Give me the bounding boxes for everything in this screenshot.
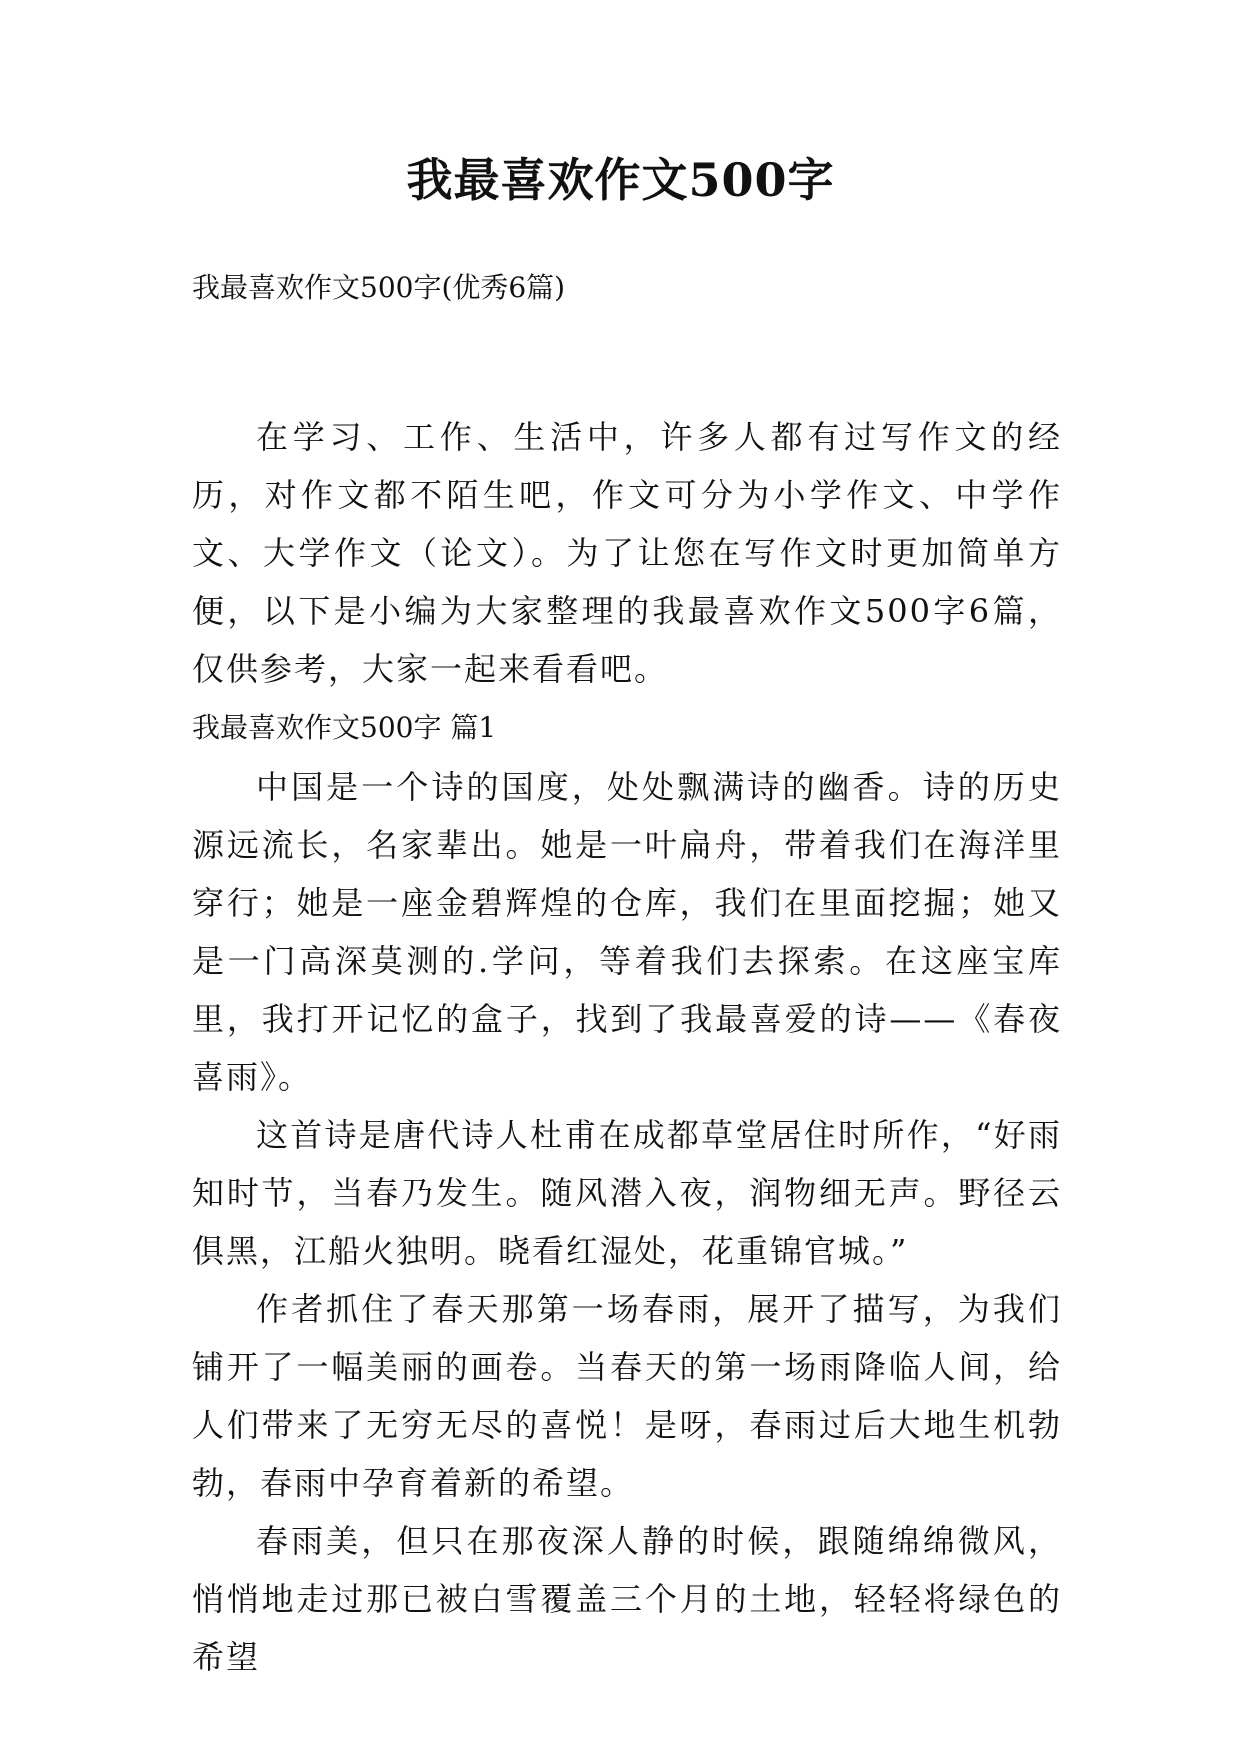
document-title: 我最喜欢作文500字 xyxy=(406,153,835,207)
document-body xyxy=(192,408,1062,1686)
body-paragraph: 中国是一个诗的国度，处处飘满诗的幽香。诗的历史源远流长，名家辈出。她是一叶扁舟，带着我们在海洋里穿行；她是一座金碧辉煌的仓库，我们在里面挖掘；她又是一门高深莫测的.学问，等着我们去探索。在这座宝库里，我打开记忆的盒子，找到了我最喜爱的诗——《春夜喜雨》。 xyxy=(192,768,1062,1096)
document-subtitle: 我最喜欢作文500字(优秀6篇) xyxy=(192,271,566,304)
body-paragraph: 春雨美，但只在那夜深人静的时候，跟随绵绵微风，悄悄地走过那已被白雪覆盖三个月的土地，轻轻将绿色的希望 xyxy=(192,1522,1062,1676)
body-paragraph: 作者抓住了春天那第一场春雨，展开了描写，为我们铺开了一幅美丽的画卷。当春天的第一场雨降临人间，给人们带来了无穷无尽的喜悦！是呀，春雨过后大地生机勃勃，春雨中孕育着新的希望。 xyxy=(192,1290,1062,1502)
intro-paragraph: 在学习、工作、生活中，许多人都有过写作文的经历，对作文都不陌生吧，作文可分为小学作文、中学作文、大学作文（论文）。为了让您在写作文时更加简单方便，以下是小编为大家整理的我最喜欢作文500字6篇，仅供参考，大家一起来看看吧。 xyxy=(192,418,1062,688)
body-paragraph: 这首诗是唐代诗人杜甫在成都草堂居住时所作，“好雨知时节，当春乃发生。随风潜入夜，润物细无声。野径云俱黑，江船火独明。晓看红湿处，花重锦官城。” xyxy=(192,1116,1062,1270)
section-heading: 我最喜欢作文500字 篇1 xyxy=(192,711,497,744)
